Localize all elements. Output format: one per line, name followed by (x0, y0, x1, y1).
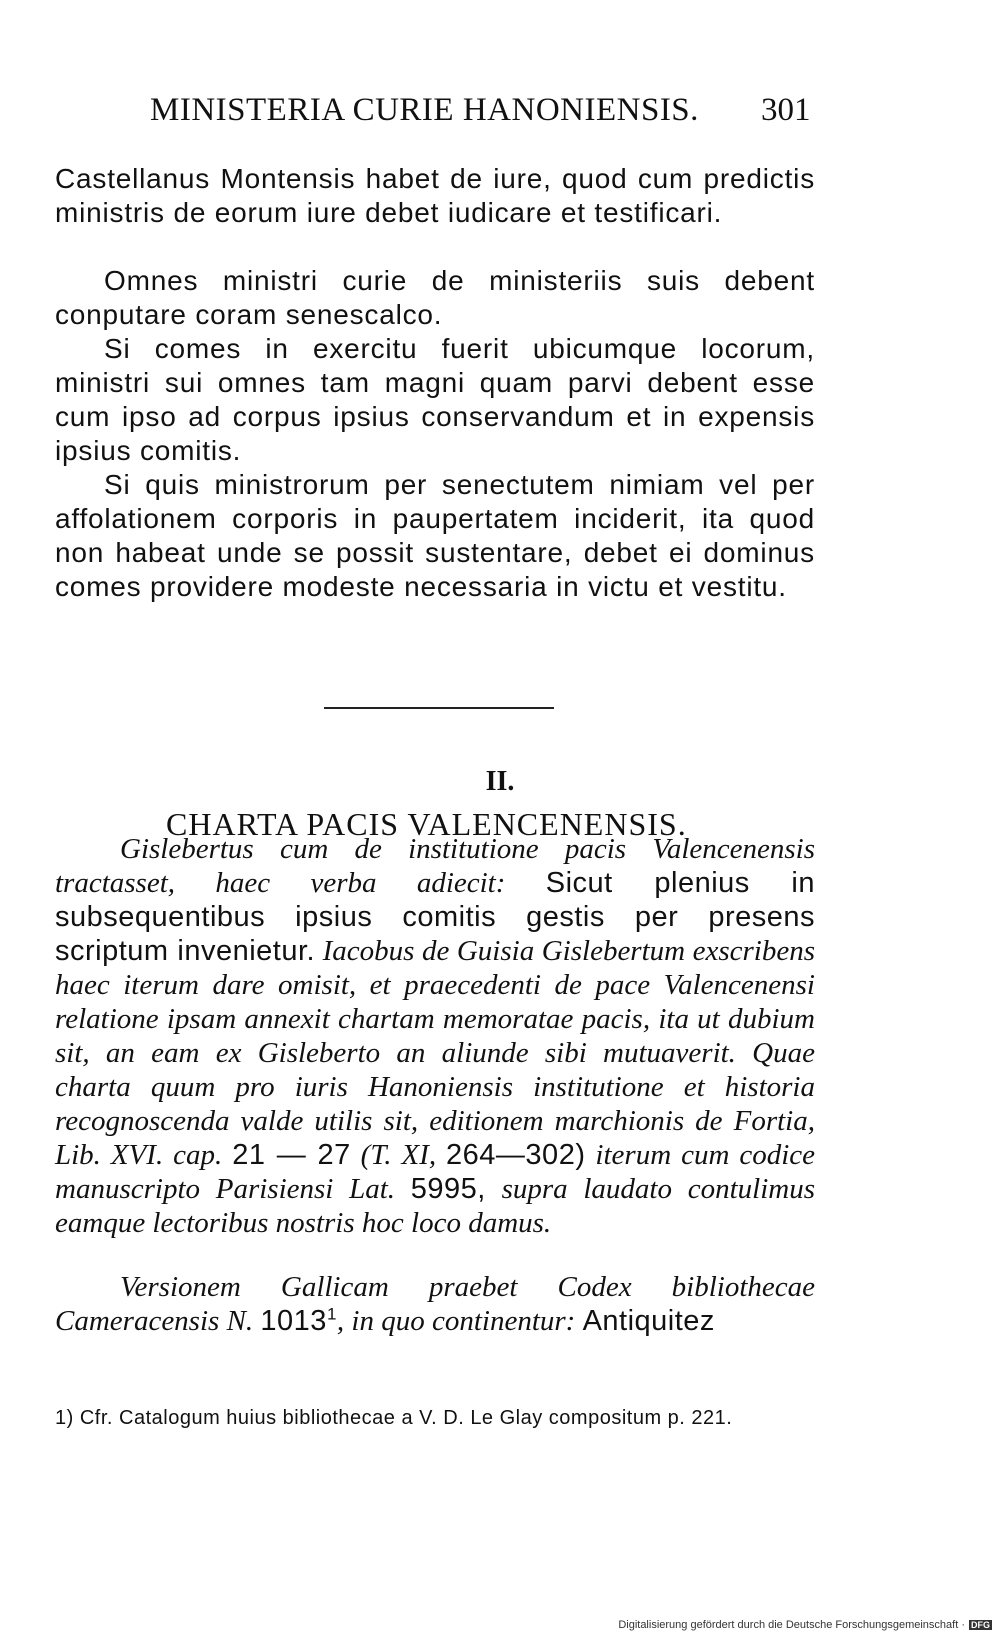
section-title: CHARTA PACIS VALENCENENSIS. (166, 806, 687, 842)
versionem-italic: Versionem Gallicam praebet Codex bibliothecae Cameracensis N. (55, 1271, 815, 1337)
intro-ms-number: 5995, (410, 1173, 486, 1205)
versionem-italic-2: , in quo continentur: (336, 1305, 576, 1337)
section-number: II. (485, 766, 515, 797)
paragraph-si-comes: Si comes in exercitu fuerit ubicumque locorum, ministri sui omnes tam magni quam parvi debent esse cum ipso ad corpus ipsius conservandum et in expensis ipsius comitis. (55, 333, 815, 466)
paragraph-omnes-ministri: Omnes ministri curie de ministeriis suis debent conputare coram senescalco. (55, 265, 815, 330)
page-number: 301 (761, 92, 811, 128)
intro-chapter-range: 21 — 27 (232, 1139, 351, 1171)
intro-italic-3: iterum cum codice manuscripto Parisiensi Lat. (55, 1139, 815, 1205)
paragraph-castellanus: Castellanus Montensis habet de iure, quod cum predictis ministris de eorum iure debet iudicare et testificari. (55, 163, 815, 228)
digitization-credit (618, 1619, 992, 1631)
running-head: MINISTERIA CURIE HANONIENSIS. (150, 92, 699, 128)
footnote: 1) Cfr. Catalogum huius bibliothecae a V. D. Le Glay compositum p. 221. (55, 1407, 733, 1429)
section-divider (324, 707, 554, 709)
codex-number: 1013 (260, 1305, 327, 1337)
footnote-marker: 1 (326, 1304, 337, 1324)
intro-page-range: 264—302) (446, 1139, 586, 1171)
intro-quote: Sicut plenius in subsequentibus ipsius comitis gestis per presens scriptum invenietur. (55, 867, 815, 967)
antiquitez-word: Antiquitez (582, 1305, 715, 1337)
intro-tome: (T. (360, 1139, 392, 1171)
credit-text: Digitalisierung gefördert durch die Deutsche Forschungsgemeinschaft · (618, 1619, 965, 1631)
versionem-paragraph (55, 1270, 815, 1338)
intro-italic-1: Gislebertus cum de institutione pacis Valencenensis tractasset, haec verba adiecit: (55, 833, 815, 899)
intro-italic-2: Iacobus de Guisia Gislebertum exscribens haec iterum dare omisit, et praecedenti de pace Valencenensi relatione ipsam annexit chartam memoratae pacis, ita ut dubium sit, an eam ex Gisleberto an aliunde sibi mutuaverit. Quae charta quum pro iuris Hanoniensis institutione et historia recognoscenda valde utilis sit, editionem marchionis de Fortia, Lib. XVI. cap. (55, 935, 816, 1171)
intro-volume: XI, (401, 1139, 437, 1171)
intro-italic-4: supra laudato contulimus eamque lectoribus nostris hoc loco damus. (55, 1173, 815, 1239)
paragraph-si-quis: Si quis ministrorum per senectutem nimiam vel per affolationem corporis in paupertatem inciderit, ita quod non habeat unde se possit sustentare, debet ei dominus comes providere modeste necessaria in victu et vestitu. (55, 469, 815, 602)
intro-paragraph (55, 832, 815, 1240)
dfg-logo: DFG (971, 1620, 990, 1631)
